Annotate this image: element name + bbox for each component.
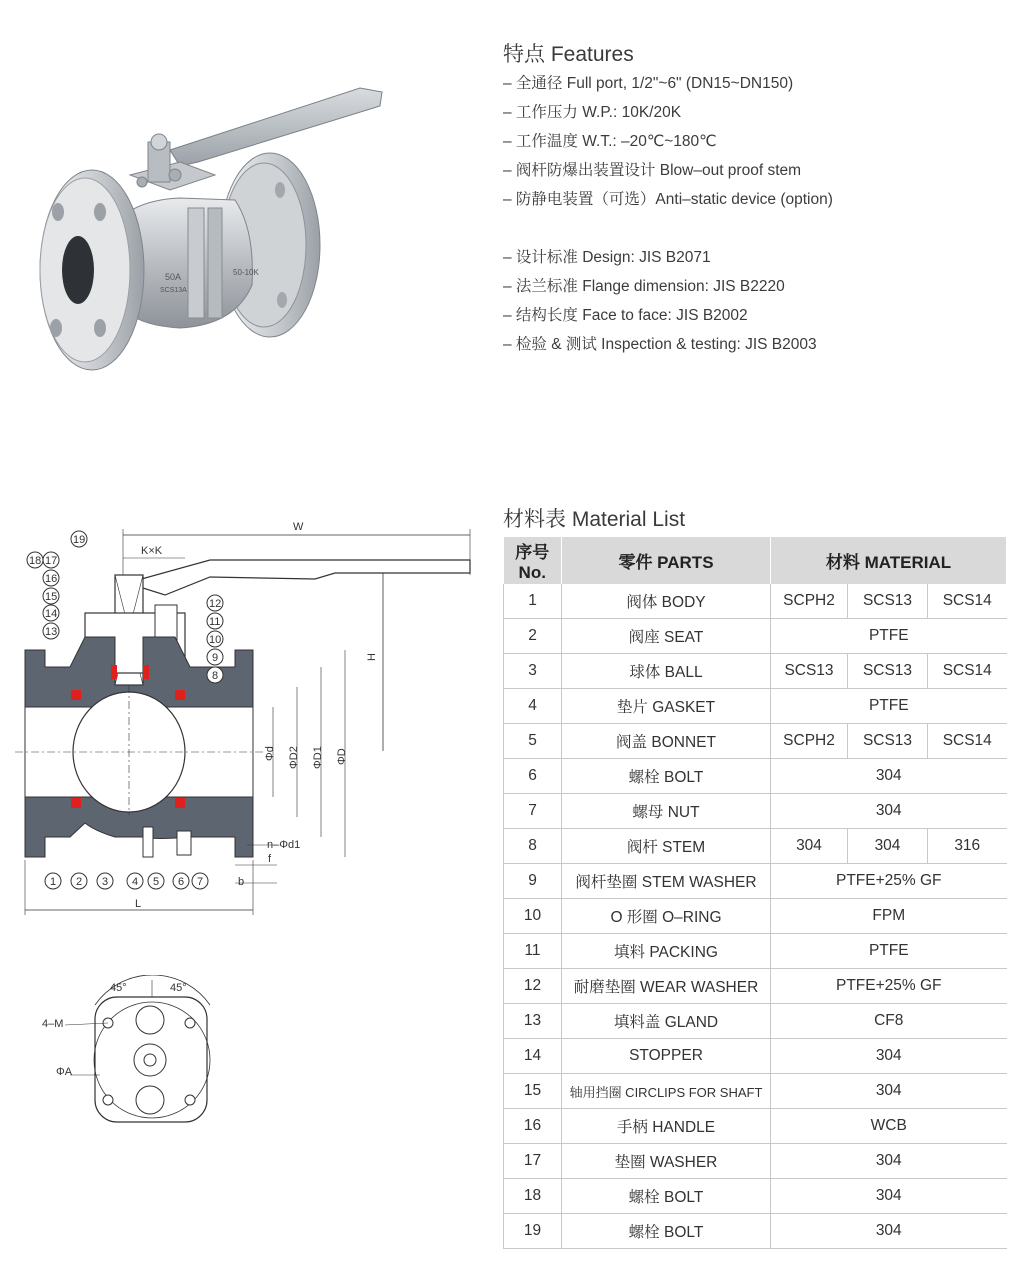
- row-number: 14: [504, 1039, 562, 1074]
- row-material: PTFE: [771, 689, 1007, 724]
- row-material: SCS14: [928, 584, 1007, 619]
- row-number: 18: [504, 1179, 562, 1214]
- table-row: [504, 1074, 1007, 1109]
- row-part: 手柄 HANDLE: [562, 1109, 771, 1144]
- row-number: 2: [504, 619, 562, 654]
- callout-5: 5: [153, 876, 160, 888]
- valve-section-drawing: [15, 515, 485, 925]
- callout-8: 8: [212, 670, 219, 682]
- table-row: [504, 724, 1007, 759]
- row-material: 304: [771, 1144, 1007, 1179]
- standard-item: – 法兰标准 Flange dimension: JIS B2220: [503, 278, 785, 295]
- table-row: [504, 1004, 1007, 1039]
- row-material: WCB: [771, 1109, 1007, 1144]
- row-part: 阀盖 BONNET: [562, 724, 771, 759]
- table-row: [504, 759, 1007, 794]
- row-material: PTFE: [771, 934, 1007, 969]
- row-number: 11: [504, 934, 562, 969]
- features-title: 特点 Features: [503, 43, 634, 66]
- callout-9: 9: [212, 652, 219, 664]
- row-material: PTFE: [771, 619, 1007, 654]
- dim-w: W: [293, 521, 304, 533]
- dim-l: L: [135, 898, 142, 910]
- callout-16: 16: [45, 573, 58, 585]
- callout-6: 6: [178, 876, 185, 888]
- row-material: PTFE+25% GF: [771, 969, 1007, 1004]
- callout-15: 15: [45, 591, 58, 603]
- feature-item: – 工作温度 W.T.: –20℃~180℃: [503, 133, 717, 150]
- table-row: [504, 689, 1007, 724]
- row-number: 1: [504, 584, 562, 619]
- row-number: 8: [504, 829, 562, 864]
- row-material: SCS13: [848, 584, 928, 619]
- ball-valve-photo: [30, 80, 390, 390]
- material-table: [503, 537, 1007, 1249]
- row-part: 球体 BALL: [562, 654, 771, 689]
- callout-17: 17: [45, 555, 58, 567]
- row-part: 填料盖 GLAND: [562, 1004, 771, 1039]
- row-part: 螺栓 BOLT: [562, 1214, 771, 1249]
- material-table-body: [504, 584, 1007, 1249]
- row-number: 15: [504, 1074, 562, 1109]
- row-material: SCPH2: [771, 584, 848, 619]
- dim-phi-d1: ΦD1: [312, 746, 324, 769]
- body-marking-right: 50-10K: [233, 268, 259, 277]
- features-list: [503, 73, 833, 218]
- feature-item: – 防静电装置（可选）Anti–static device (option): [503, 191, 833, 208]
- row-part: 阀杆 STEM: [562, 829, 771, 864]
- row-part: 螺母 NUT: [562, 794, 771, 829]
- row-part: 轴用挡圈 CIRCLIPS FOR SHAFT: [562, 1074, 771, 1109]
- table-row: [504, 794, 1007, 829]
- header-parts: 零件 PARTS: [562, 537, 771, 584]
- callout-12: 12: [209, 598, 222, 610]
- row-material: 304: [771, 1039, 1007, 1074]
- row-part: 螺栓 BOLT: [562, 759, 771, 794]
- body-marking-left: 50A: [165, 272, 182, 282]
- row-material: 304: [771, 759, 1007, 794]
- row-material: PTFE+25% GF: [771, 864, 1007, 899]
- row-number: 3: [504, 654, 562, 689]
- row-material: 304: [771, 794, 1007, 829]
- row-material: 304: [771, 1179, 1007, 1214]
- row-part: O 形圈 O–RING: [562, 899, 771, 934]
- dim-f: f: [268, 853, 272, 865]
- row-number: 7: [504, 794, 562, 829]
- row-number: 4: [504, 689, 562, 724]
- feature-item: – 阀杆防爆出装置设计 Blow–out proof stem: [503, 162, 802, 179]
- row-part: 阀座 SEAT: [562, 619, 771, 654]
- standard-item: – 结构长度 Face to face: JIS B2002: [503, 307, 748, 324]
- row-material: 304: [771, 829, 848, 864]
- callout-7: 7: [197, 876, 204, 888]
- top-flange-view: [30, 975, 230, 1145]
- row-material: SCS13: [848, 654, 928, 689]
- callout-11: 11: [209, 616, 221, 628]
- row-material: SCS13: [848, 724, 928, 759]
- callout-4: 4: [132, 876, 139, 888]
- callout-1: 1: [50, 876, 57, 888]
- table-row: [504, 1144, 1007, 1179]
- standard-item: – 检验 & 测试 Inspection & testing: JIS B2003: [503, 336, 817, 353]
- table-row: [504, 619, 1007, 654]
- row-number: 19: [504, 1214, 562, 1249]
- table-row: [504, 934, 1007, 969]
- row-material: SCS13: [771, 654, 848, 689]
- row-number: 9: [504, 864, 562, 899]
- row-number: 13: [504, 1004, 562, 1039]
- standard-item: – 设计标准 Design: JIS B2071: [503, 249, 711, 266]
- callout-10: 10: [209, 634, 222, 646]
- table-row: [504, 899, 1007, 934]
- dim-phi-D: ΦD: [336, 748, 348, 765]
- dim-b: b: [238, 876, 245, 888]
- row-material: SCS14: [928, 724, 1007, 759]
- table-row: [504, 864, 1007, 899]
- label-phi-a: ΦA: [56, 1066, 73, 1078]
- row-material: 304: [771, 1214, 1007, 1249]
- table-row: [504, 1039, 1007, 1074]
- callout-18: 18: [29, 555, 42, 567]
- table-row: [504, 1109, 1007, 1144]
- material-list-title: 材料表 Material List: [503, 508, 686, 531]
- row-number: 17: [504, 1144, 562, 1179]
- feature-item: – 全通径 Full port, 1/2"~6" (DN15~DN150): [503, 75, 794, 92]
- callout-2: 2: [76, 876, 83, 888]
- table-row: [504, 654, 1007, 689]
- row-number: 5: [504, 724, 562, 759]
- dim-h: H: [366, 653, 378, 661]
- row-material: CF8: [771, 1004, 1007, 1039]
- table-row: [504, 969, 1007, 1004]
- row-part: STOPPER: [562, 1039, 771, 1074]
- row-material: FPM: [771, 899, 1007, 934]
- feature-item: – 工作压力 W.P.: 10K/20K: [503, 104, 682, 121]
- callout-19: 19: [73, 534, 86, 546]
- row-part: 耐磨垫圈 WEAR WASHER: [562, 969, 771, 1004]
- row-material: SCS14: [928, 654, 1007, 689]
- header-no: 序号No.: [504, 537, 562, 584]
- table-row: [504, 829, 1007, 864]
- callout-13: 13: [45, 626, 58, 638]
- row-number: 16: [504, 1109, 562, 1144]
- dim-phi-d2: ΦD2: [288, 746, 300, 769]
- angle-left: 45°: [110, 982, 127, 994]
- row-number: 10: [504, 899, 562, 934]
- callout-3: 3: [102, 876, 109, 888]
- dim-kxk: K×K: [141, 545, 163, 557]
- row-part: 阀杆垫圈 STEM WASHER: [562, 864, 771, 899]
- angle-right: 45°: [170, 982, 187, 994]
- row-material: 304: [771, 1074, 1007, 1109]
- dim-phi-d: Φd: [264, 746, 276, 761]
- table-row: [504, 1179, 1007, 1214]
- row-part: 垫圈 WASHER: [562, 1144, 771, 1179]
- row-material: 304: [848, 829, 928, 864]
- row-number: 12: [504, 969, 562, 1004]
- row-material: 316: [928, 829, 1007, 864]
- callout-14: 14: [45, 608, 58, 620]
- table-header-row: [504, 537, 1007, 584]
- body-marking-left-2: SCS13A: [160, 287, 187, 294]
- row-part: 阀体 BODY: [562, 584, 771, 619]
- row-part: 垫片 GASKET: [562, 689, 771, 724]
- row-part: 填料 PACKING: [562, 934, 771, 969]
- dim-n-phi-d1: n–Φd1: [267, 839, 301, 851]
- row-number: 6: [504, 759, 562, 794]
- label-4-m: 4–M: [42, 1018, 64, 1030]
- table-row: [504, 584, 1007, 619]
- table-row: [504, 1214, 1007, 1249]
- row-part: 螺栓 BOLT: [562, 1179, 771, 1214]
- row-material: SCPH2: [771, 724, 848, 759]
- header-material: 材料 MATERIAL: [771, 537, 1007, 584]
- standards-list: [503, 247, 817, 363]
